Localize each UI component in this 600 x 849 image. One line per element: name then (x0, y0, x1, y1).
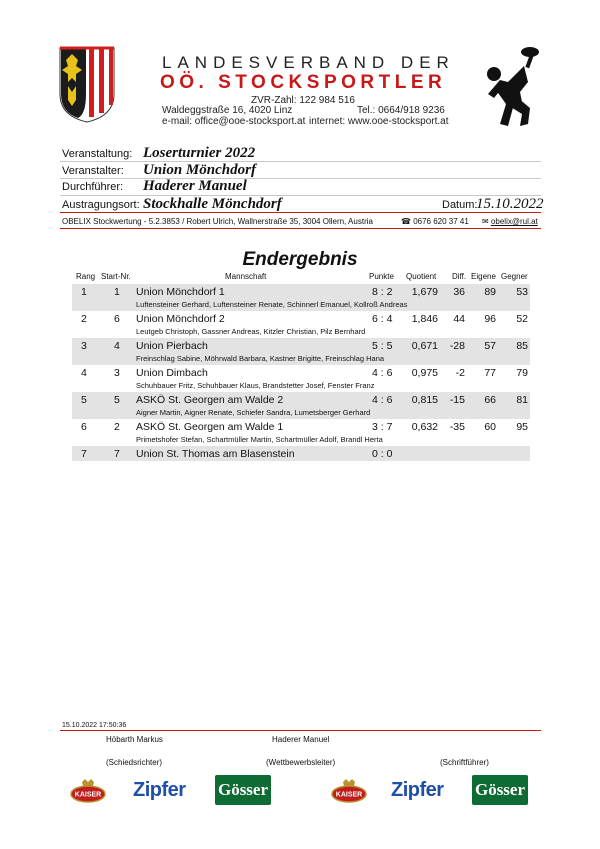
start-cell: 6 (114, 313, 120, 325)
col-rang-header: Rang (76, 272, 96, 281)
quotient-cell: 1,846 (411, 313, 438, 325)
durchfuehrer-label: Durchführer: (62, 181, 124, 193)
team-cell: Union St. Thomas am Blasenstein (136, 448, 295, 460)
gegner-cell: 52 (516, 313, 528, 325)
team-members: Primetshofer Stefan, Schartmüller Martin, Schartmüller Adolf, Brandl Herta (136, 435, 383, 444)
org-name-line1: LANDESVERBAND DER (162, 53, 455, 72)
kaiser-logo (70, 778, 106, 804)
team-members: Luftensteiner Gerhard, Luftensteiner Renate, Schinnerl Emanuel, Kollroß Andreas (136, 300, 408, 309)
start-cell: 5 (114, 394, 120, 406)
software-email-text[interactable]: obelix@rul.at (490, 217, 538, 226)
zipfer-logo: Zipfer (133, 779, 186, 801)
table-row (72, 338, 530, 365)
wettbewerbsleiter-role: (Wettbewerbsleiter) (266, 758, 336, 767)
stocksport-player-icon (478, 44, 548, 130)
col-quotient-header: Quotient (406, 272, 437, 281)
org-email: e-mail: office@ooe-stocksport.at (162, 116, 306, 127)
divider (60, 212, 541, 213)
diff-cell: -2 (455, 367, 465, 379)
quotient-cell: 0,671 (411, 340, 438, 352)
veranstalter-value: Union Mönchdorf (143, 162, 256, 178)
kaiser-logo-text: KAISER (74, 791, 102, 799)
team-members: Freinschlag Sabine, Möhrwald Barbara, Kastner Brigitte, Freinschlag Hana (136, 354, 385, 363)
punkte-cell: 4 : 6 (372, 367, 393, 379)
eigene-cell: 66 (484, 394, 496, 406)
team-cell: Union Mönchdorf 2 (136, 313, 225, 325)
schiedsrichter-role: (Schiedsrichter) (106, 758, 163, 767)
diff-cell: 36 (453, 286, 465, 298)
goesser-logo: Gösser (215, 775, 271, 805)
software-email-link[interactable] (482, 217, 538, 226)
org-phone: Tel.: 0664/918 9236 (357, 105, 445, 116)
page-title: Endergebnis (242, 249, 358, 270)
table-row (72, 284, 530, 311)
quotient-cell: 1,679 (411, 286, 438, 298)
team-members: Schuhbauer Fritz, Schuhbauer Klaus, Brandstetter Josef, Fenster Franz (136, 381, 375, 390)
veranstaltung-value: Loserturnier 2022 (143, 145, 256, 161)
rang-cell: 7 (81, 448, 87, 460)
team-cell: ASKÖ St. Georgen am Walde 1 (136, 421, 284, 433)
start-cell: 3 (114, 367, 120, 379)
upper-austria-crest-logo (58, 46, 116, 124)
col-gegner-header: Gegner (501, 272, 528, 281)
gegner-cell: 85 (516, 340, 528, 352)
goesser-logo: Gösser (472, 775, 528, 805)
diff-cell: -28 (449, 340, 465, 352)
eigene-cell: 96 (484, 313, 496, 325)
envelope-icon: ✉ (482, 217, 489, 226)
wettbewerbsleiter-name: Haderer Manuel (272, 735, 330, 744)
zvr-number: ZVR-Zahl: 122 984 516 (251, 95, 355, 106)
kaiser-logo-text: KAISER (335, 791, 363, 799)
punkte-cell: 0 : 0 (372, 448, 393, 460)
start-cell: 7 (114, 448, 120, 460)
eigene-cell: 77 (484, 367, 496, 379)
table-row (72, 419, 530, 446)
eigene-cell: 57 (484, 340, 496, 352)
punkte-cell: 6 : 4 (372, 313, 393, 325)
gegner-cell: 81 (516, 394, 528, 406)
table-row (72, 311, 530, 338)
gegner-cell: 79 (516, 367, 528, 379)
datum-label: Datum: (442, 199, 478, 211)
diff-cell: 44 (453, 313, 465, 325)
start-cell: 1 (114, 286, 120, 298)
col-diff-header: Diff. (452, 272, 467, 281)
schiedsrichter-name: Höbarth Markus (106, 735, 163, 744)
print-timestamp: 15.10.2022 17:50:36 (62, 722, 127, 729)
col-eigene-header: Eigene (471, 272, 496, 281)
rang-cell: 2 (81, 313, 87, 325)
org-website: internet: www.ooe-stocksport.at (309, 116, 449, 127)
footer-divider (60, 730, 541, 731)
team-cell: Union Mönchdorf 1 (136, 286, 225, 298)
table-row (72, 446, 530, 461)
rang-cell: 1 (81, 286, 87, 298)
quotient-cell: 0,632 (411, 421, 438, 433)
col-start-header: Start-Nr. (101, 272, 131, 281)
punkte-cell: 3 : 7 (372, 421, 393, 433)
software-phone: ☎ 0676 620 37 41 (401, 217, 469, 226)
rang-cell: 5 (81, 394, 87, 406)
punkte-cell: 4 : 6 (372, 394, 393, 406)
quotient-cell: 0,815 (411, 394, 438, 406)
eigene-cell: 60 (484, 421, 496, 433)
divider (60, 228, 541, 229)
punkte-cell: 8 : 2 (372, 286, 393, 298)
veranstaltung-label: Veranstaltung: (62, 148, 133, 160)
rang-cell: 3 (81, 340, 87, 352)
zipfer-logo: Zipfer (391, 779, 444, 801)
team-cell: Union Pierbach (136, 340, 208, 352)
rang-cell: 6 (81, 421, 87, 433)
gegner-cell: 53 (516, 286, 528, 298)
quotient-cell: 0,975 (411, 367, 438, 379)
team-cell: Union Dimbach (136, 367, 208, 379)
org-address: Waldeggstraße 16, 4020 Linz (162, 105, 293, 116)
datum-value: 15.10.2022 (476, 196, 544, 212)
diff-cell: -15 (449, 394, 465, 406)
team-members: Leutgeb Christoph, Gassner Andreas, Kitzler Christian, Pilz Bernhard (136, 327, 366, 336)
gegner-cell: 95 (516, 421, 528, 433)
table-row (72, 365, 530, 392)
veranstalter-label: Veranstalter: (62, 165, 124, 177)
kaiser-logo (331, 778, 367, 804)
org-name-line2: OÖ. STOCKSPORTLER (160, 72, 447, 93)
col-punkte-header: Punkte (369, 272, 394, 281)
rang-cell: 4 (81, 367, 87, 379)
punkte-cell: 5 : 5 (372, 340, 393, 352)
diff-cell: -35 (449, 421, 465, 433)
austragungsort-label: Austragungsort: (62, 199, 140, 211)
col-team-header: Mannschaft (225, 272, 267, 281)
schriftfuehrer-role: (Schriftführer) (440, 758, 489, 767)
start-cell: 4 (114, 340, 120, 352)
table-row (72, 392, 530, 419)
start-cell: 2 (114, 421, 120, 433)
software-credit: OBELIX Stockwertung - 5.2.3853 / Robert Ulrich, Wallnerstraße 35, 3004 Ollern, Austria (62, 217, 373, 226)
durchfuehrer-value: Haderer Manuel (143, 178, 247, 194)
eigene-cell: 89 (484, 286, 496, 298)
team-members: Aigner Martin, Aigner Renate, Schiefer Sandra, Lumetsberger Gerhard (136, 408, 371, 417)
team-cell: ASKÖ St. Georgen am Walde 2 (136, 394, 284, 406)
austragungsort-value: Stockhalle Mönchdorf (143, 196, 282, 212)
